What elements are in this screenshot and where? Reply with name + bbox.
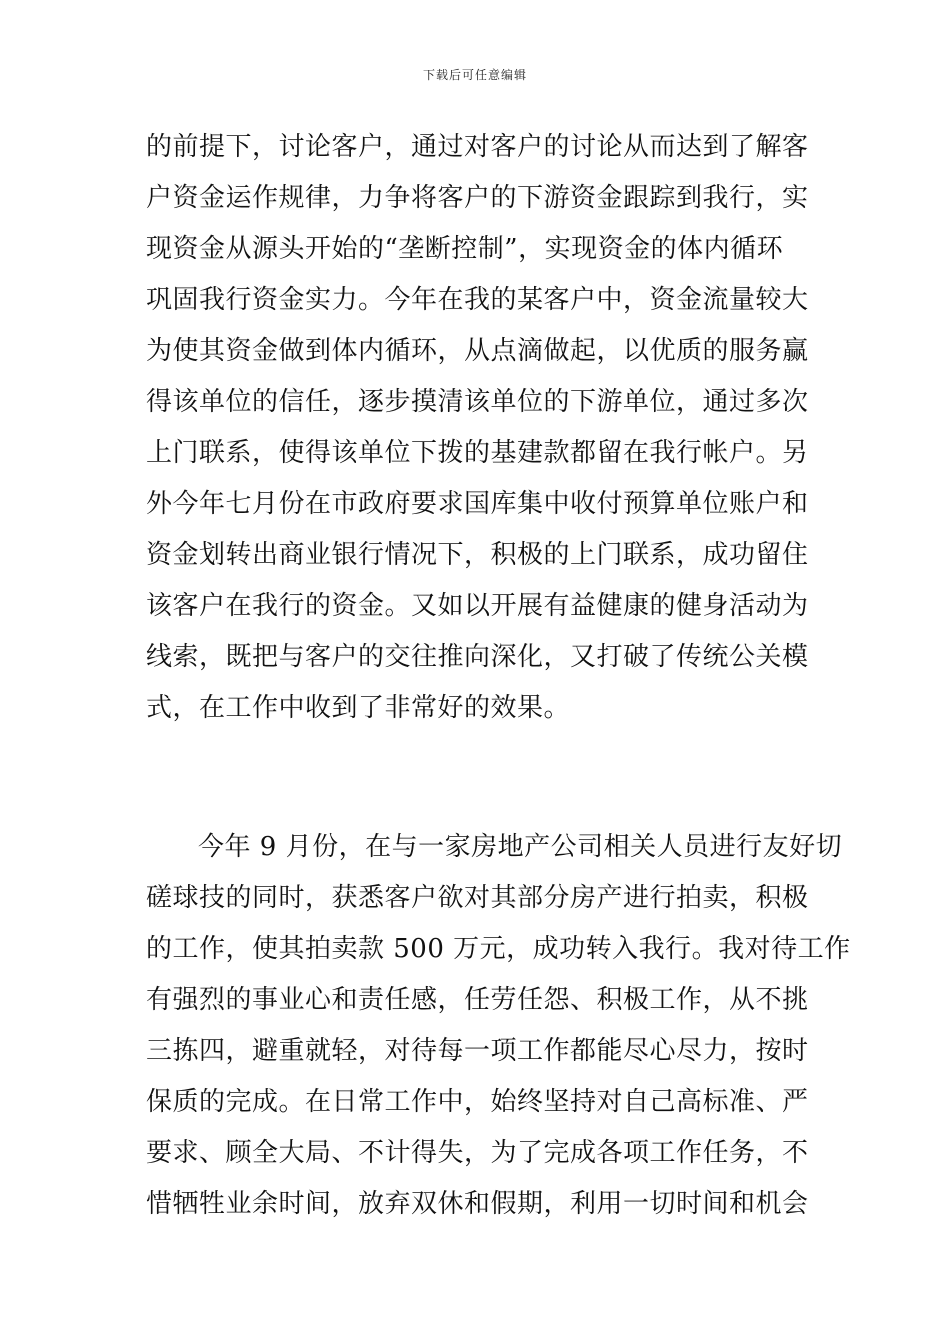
text-line: 该客户在我行的资金。又如以开展有益健康的健身活动为 [146, 591, 809, 621]
text-line: 巩固我行资金实力。今年在我的某客户中，资金流量较大 [146, 285, 809, 315]
text-line: 三拣四，避重就轻，对待每一项工作都能尽心尽力，按时 [146, 1036, 809, 1066]
text-line: 的工作，使其拍卖款 500 万元，成功转入我行。我对待工作 [146, 934, 851, 964]
text-line: 外今年七月份在市政府要求国库集中收付预算单位账户和 [146, 489, 809, 519]
text-line: 的前提下，讨论客户，通过对客户的讨论从而达到了解客 [146, 132, 809, 162]
text-line: 今年 9 月份，在与一家房地产公司相关人员进行友好切 [198, 832, 843, 862]
text-line: 有强烈的事业心和责任感，任劳任怨、积极工作，从不挑 [146, 985, 809, 1015]
text-line: 现资金从源头开始的“垄断控制”，实现资金的体内循环 [146, 234, 784, 264]
text-line: 上门联系，使得该单位下拨的基建款都留在我行帐户。另 [146, 438, 809, 468]
text-line: 要求、顾全大局、不计得失，为了完成各项工作任务，不 [146, 1138, 809, 1168]
text-line: 式，在工作中收到了非常好的效果。 [146, 693, 571, 723]
text-line: 线索，既把与客户的交往推向深化，又打破了传统公关模 [146, 642, 809, 672]
text-line: 户资金运作规律，力争将客户的下游资金跟踪到我行，实 [146, 183, 809, 213]
text-line: 得该单位的信任，逐步摸清该单位的下游单位，通过多次 [146, 387, 809, 417]
text-line: 惜牺牲业余时间，放弃双休和假期，利用一切时间和机会 [146, 1189, 809, 1219]
text-line: 为使其资金做到体内循环，从点滴做起，以优质的服务赢 [146, 336, 809, 366]
text-line: 保质的完成。在日常工作中，始终坚持对自己高标准、严 [146, 1087, 809, 1117]
paragraph-1 [146, 122, 808, 734]
text-line: 资金划转出商业银行情况下，积极的上门联系，成功留住 [146, 540, 809, 570]
paragraph-2 [146, 822, 851, 1230]
header-note: 下载后可任意编辑 [422, 68, 527, 82]
text-line: 磋球技的同时，获悉客户欲对其部分房产进行拍卖，积极 [146, 883, 809, 913]
